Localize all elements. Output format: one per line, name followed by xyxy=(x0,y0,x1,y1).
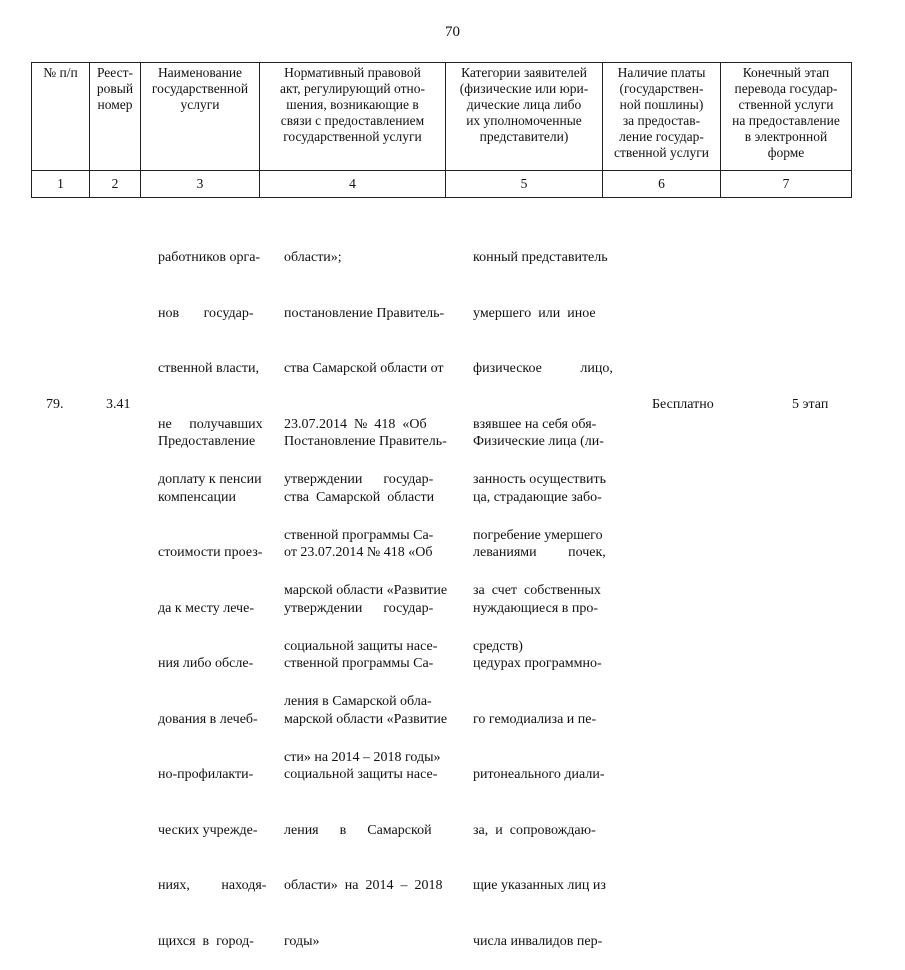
text-line: умершего или иное xyxy=(473,305,596,321)
row-79-applicants xyxy=(473,396,627,970)
header-registry-number: Реест- ровый номер xyxy=(90,63,141,171)
text-line: ственной программы Са- xyxy=(284,656,434,671)
text-line: нов государ- xyxy=(158,305,254,321)
text-line: но-профилакти- xyxy=(158,767,254,782)
text-line: щие указанных лиц из xyxy=(473,878,606,893)
text-line: да к месту лече- xyxy=(158,600,254,616)
text-line: постановление Правитель- xyxy=(284,305,445,321)
text-line: ства Самарской области от xyxy=(284,361,444,376)
text-line: годы» xyxy=(284,933,320,949)
row-79-number: 79. xyxy=(46,397,64,412)
text-line: цедурах программно- xyxy=(473,656,602,671)
text-line: леваниями почек, xyxy=(473,545,606,560)
text-line: средств) xyxy=(473,638,523,654)
text-line: числа инвалидов пер- xyxy=(473,933,603,949)
header-service-name: Наименование государственной услуги xyxy=(141,63,260,171)
column-number-3: 3 xyxy=(141,171,260,198)
text-line: утверждении государ- xyxy=(284,472,434,487)
page-number: 70 xyxy=(445,24,460,40)
row-79-registry-number: 3.41 xyxy=(106,397,131,412)
text-line: ственной программы Са- xyxy=(284,527,434,543)
text-line: работников орга- xyxy=(158,250,261,265)
text-line: ния либо обсле- xyxy=(158,656,254,671)
text-line: ниях, находя- xyxy=(158,878,267,893)
row-79-final-stage: 5 этап xyxy=(792,397,829,412)
text-line: области» на 2014 – 2018 xyxy=(284,878,443,893)
text-line: ления в Самарской xyxy=(284,822,432,838)
row-79-service-name xyxy=(158,396,276,970)
text-line: ства Самарской области xyxy=(284,489,435,505)
text-line: 23.07.2014 № 418 «Об xyxy=(284,416,427,432)
text-line: Физические лица (ли- xyxy=(473,434,604,449)
text-line: погребение умершего xyxy=(473,527,603,543)
text-line: за, и сопровождаю- xyxy=(473,822,596,838)
row-79-payment: Бесплатно xyxy=(652,397,714,412)
row-79-legal-act xyxy=(284,396,467,970)
header-legal-act: Нормативный правовой акт, регулирующий отно- шения, возникающие в связи с предоставлением государственной услуги xyxy=(260,63,446,171)
text-line: щихся в город- xyxy=(158,933,254,949)
column-number-1: 1 xyxy=(32,171,90,198)
header-payment: Наличие платы (государствен- ной пошлины) за предостав- ление государ- ственной услуги xyxy=(603,63,721,171)
column-number-7: 7 xyxy=(721,171,852,198)
column-number-4: 4 xyxy=(260,171,446,198)
text-line: от 23.07.2014 № 418 «Об xyxy=(284,545,433,560)
services-table-header xyxy=(31,62,852,198)
text-line: ственной власти, xyxy=(158,361,260,376)
text-line: компенсации xyxy=(158,489,236,505)
text-line: ритонеального диали- xyxy=(473,767,605,782)
column-number-5: 5 xyxy=(446,171,603,198)
text-line: области»; xyxy=(284,250,342,265)
text-line: конный представитель xyxy=(473,250,608,265)
text-line: сти» на 2014 – 2018 годы» xyxy=(284,749,441,765)
text-line: стоимости проез- xyxy=(158,545,263,560)
text-line: Предоставление xyxy=(158,434,256,449)
text-line: марской области «Развитие xyxy=(284,583,448,598)
header-final-stage: Конечный этап перевода государ- ственной услуги на предоставление в электронной форме xyxy=(721,63,852,171)
text-line: го гемодиализа и пе- xyxy=(473,711,597,727)
text-line: Постановление Правитель- xyxy=(284,434,447,449)
header-number: № п/п xyxy=(32,63,90,171)
text-line: ления в Самарской обла- xyxy=(284,694,432,709)
text-line: марской области «Развитие xyxy=(284,711,448,727)
text-line: дования в лечеб- xyxy=(158,711,258,727)
column-number-6: 6 xyxy=(603,171,721,198)
text-line: утверждении государ- xyxy=(284,600,434,616)
text-line: доплату к пенсии xyxy=(158,472,262,487)
text-line: ца, страдающие забо- xyxy=(473,489,602,505)
text-line: социальной защиты насе- xyxy=(284,767,438,782)
text-line: нуждающиеся в про- xyxy=(473,600,599,616)
text-line: занность осуществить xyxy=(473,472,606,487)
header-applicant-categories: Категории заявителей (физические или юри- дические лица либо их уполномоченные представители) xyxy=(446,63,603,171)
column-number-2: 2 xyxy=(90,171,141,198)
text-line: за счет собственных xyxy=(473,583,601,598)
text-line: физическое лицо, xyxy=(473,361,613,376)
text-line: не получавших xyxy=(158,416,263,432)
text-line: взявшее на себя обя- xyxy=(473,416,597,432)
text-line: социальной защиты насе- xyxy=(284,638,438,654)
text-line: ческих учрежде- xyxy=(158,822,258,838)
